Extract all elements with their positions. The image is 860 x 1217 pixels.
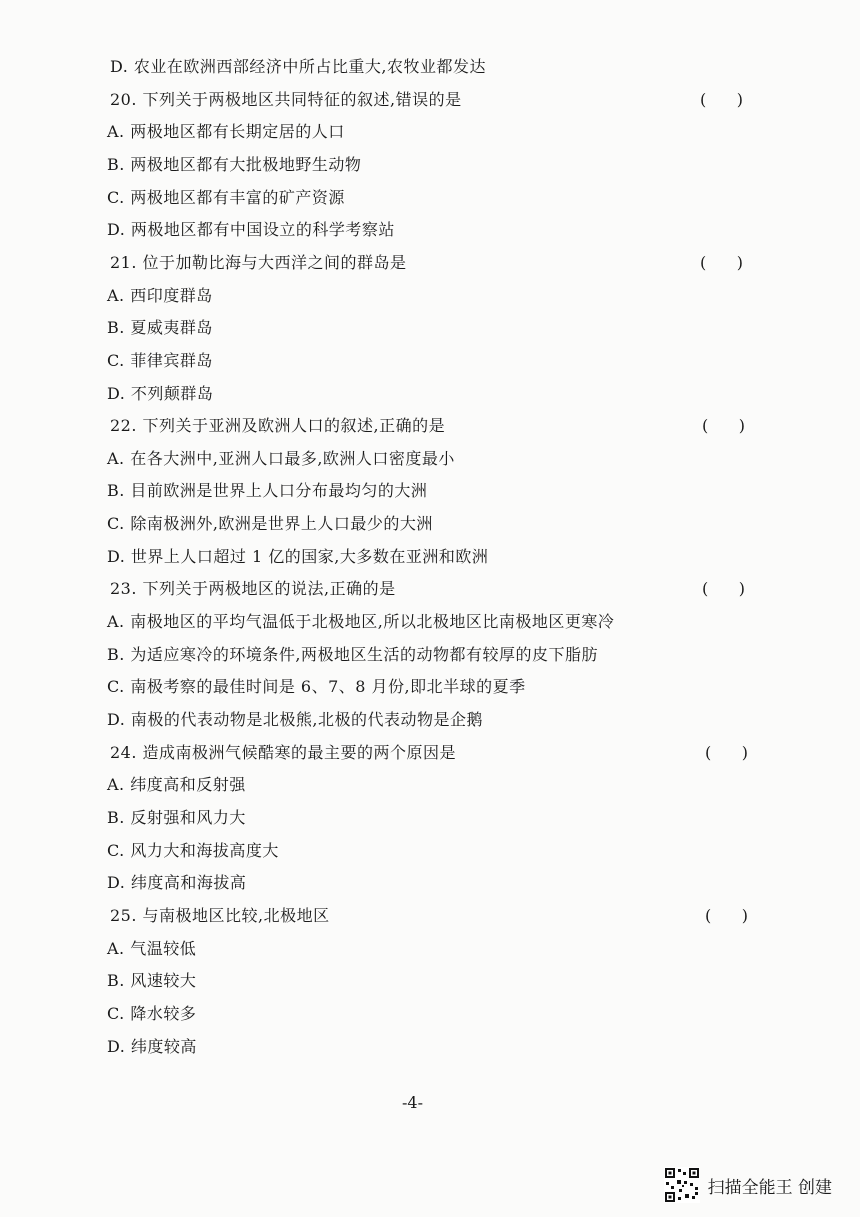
answer-option: A. 在各大洲中,亚洲人口最多,欧洲人口密度最小 [107,449,455,468]
answer-option: D. 纬度较高 [107,1037,197,1056]
question-stem: 23. 下列关于两极地区的说法,正确的是 [110,579,396,598]
answer-option: B. 两极地区都有大批极地野生动物 [107,155,362,174]
answer-blank: ( ) [702,579,745,598]
answer-option: C. 风力大和海拔高度大 [107,841,279,860]
answer-option: B. 夏威夷群岛 [107,318,213,337]
scanner-watermark [664,1167,832,1203]
answer-blank: ( ) [705,743,748,762]
question-stem: 22. 下列关于亚洲及欧洲人口的叙述,正确的是 [110,416,446,435]
answer-option: D. 不列颠群岛 [107,384,214,403]
answer-option: C. 南极考察的最佳时间是 6、7、8 月份,即北半球的夏季 [107,677,526,696]
answer-option: A. 西印度群岛 [107,286,213,305]
answer-option: B. 目前欧洲是世界上人口分布最均匀的大洲 [107,481,428,500]
answer-option: D. 南极的代表动物是北极熊,北极的代表动物是企鹅 [107,710,484,729]
answer-option: D. 两极地区都有中国设立的科学考察站 [107,220,395,239]
answer-option: C. 降水较多 [107,1004,197,1023]
answer-option: C. 两极地区都有丰富的矿产资源 [107,188,345,207]
answer-option: D. 纬度高和海拔高 [107,873,247,892]
answer-option: B. 为适应寒冷的环境条件,两极地区生活的动物都有较厚的皮下脂肪 [107,645,599,664]
answer-blank: ( ) [700,90,743,109]
answer-option: A. 南极地区的平均气温低于北极地区,所以北极地区比南极地区更寒冷 [107,612,615,631]
answer-option: C. 除南极洲外,欧洲是世界上人口最少的大洲 [107,514,433,533]
answer-option: D. 世界上人口超过 1 亿的国家,大多数在亚洲和欧洲 [107,547,489,566]
answer-blank: ( ) [705,906,748,925]
answer-blank: ( ) [700,253,743,272]
question-stem: 20. 下列关于两极地区共同特征的叙述,错误的是 [110,90,462,109]
answer-option: D. 农业在欧洲西部经济中所占比重大,农牧业都发达 [110,57,487,76]
question-stem: 25. 与南极地区比较,北极地区 [110,906,330,925]
answer-blank: ( ) [702,416,745,435]
answer-option: B. 风速较大 [107,971,197,990]
question-stem: 24. 造成南极洲气候酷寒的最主要的两个原因是 [110,743,457,762]
qr-code-icon [664,1167,700,1203]
watermark-text: 扫描全能王 创建 [707,1177,832,1198]
page-number: -4- [402,1093,423,1112]
answer-option: A. 气温较低 [107,939,197,958]
question-stem: 21. 位于加勒比海与大西洋之间的群岛是 [110,253,407,272]
answer-option: A. 两极地区都有长期定居的人口 [107,122,345,141]
answer-option: C. 菲律宾群岛 [107,351,213,370]
answer-option: B. 反射强和风力大 [107,808,246,827]
answer-option: A. 纬度高和反射强 [107,775,246,794]
